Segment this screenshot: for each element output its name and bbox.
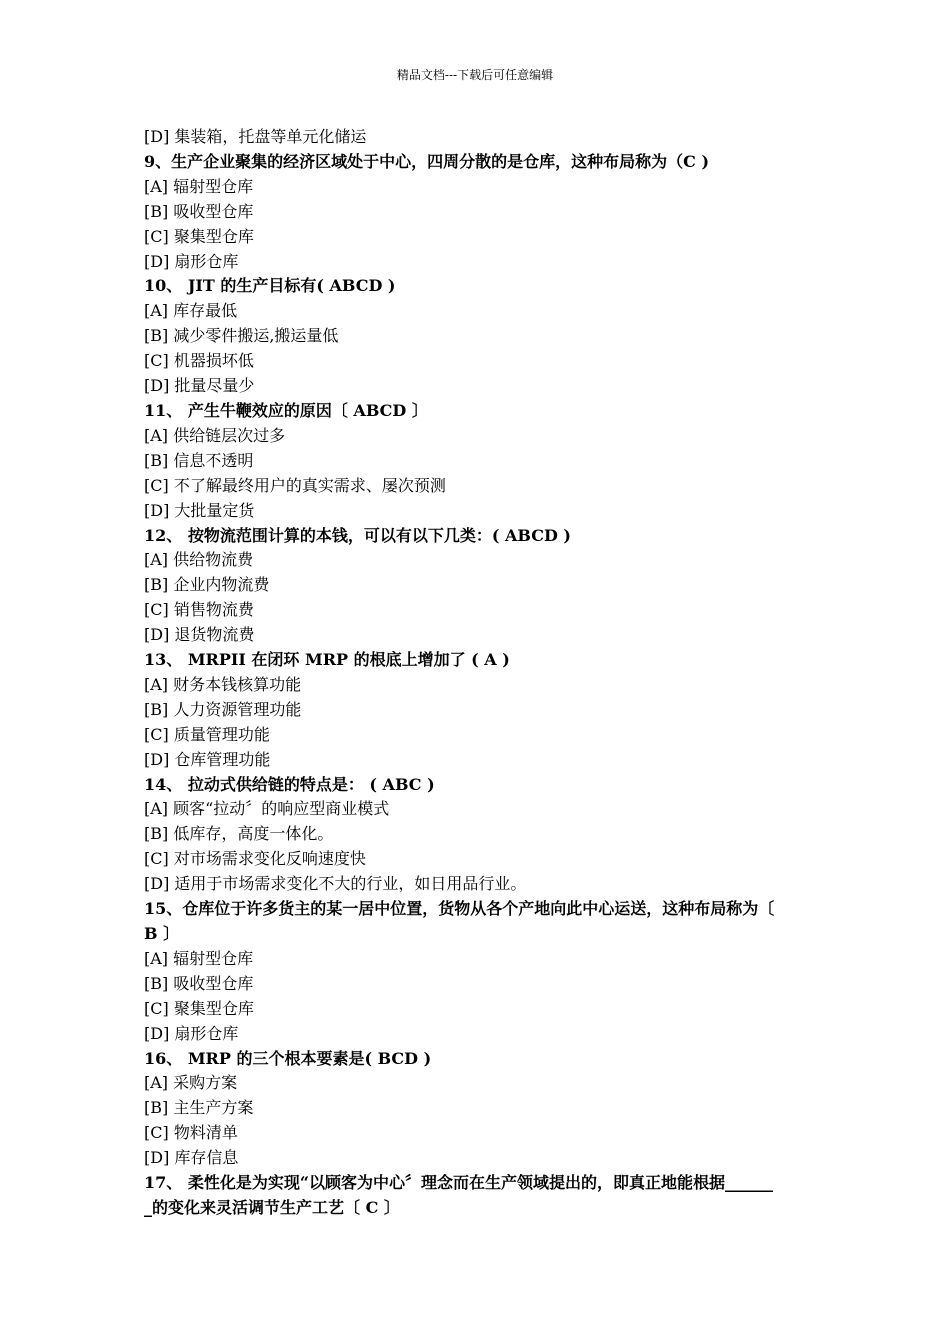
- option-line: [A] 供给物流费: [144, 550, 254, 570]
- option-line: [D] 退货物流费: [144, 625, 255, 645]
- option-line: [D] 库存信息: [144, 1148, 239, 1168]
- option-line: [D] 集装箱，托盘等单元化储运: [144, 127, 367, 146]
- option-line: [D] 批量尽量少: [144, 376, 255, 396]
- option-line: [A] 供给链层次过多: [144, 425, 286, 445]
- question-line: _的变化来灵活调节生产工艺〔 C 〕: [144, 1197, 400, 1217]
- option-line: [D] 仓库管理功能: [144, 749, 271, 769]
- page-header: 精品文档---下载后可任意编辑: [396, 68, 554, 82]
- option-line: [D] 扇形仓库: [144, 251, 239, 271]
- question-line: 17、 柔性化是为实现“以顾客为中心〞理念而在生产领域提出的，即真正地能根据______: [144, 1173, 774, 1193]
- option-line: [A] 采购方案: [144, 1073, 238, 1093]
- option-line: [C] 物料清单: [144, 1123, 238, 1143]
- question-line: 11、 产生牛鞭效应的原因〔 ABCD 〕: [144, 400, 428, 420]
- option-line: [D] 大批量定货: [144, 500, 255, 520]
- question-line: 12、 按物流范围计算的本钱，可以有以下几类：( ABCD ): [144, 525, 571, 545]
- option-line: [C] 不了解最终用户的真实需求、屡次预测: [144, 475, 446, 495]
- question-line: 13、 MRPII 在闭环 MRP 的根底上增加了 ( A ): [144, 650, 510, 670]
- question-line: 14、 拉动式供给链的特点是： ( ABC ): [144, 774, 435, 794]
- option-line: [D] 适用于市场需求变化不大的行业，如日用品行业。: [144, 874, 527, 894]
- option-line: [C] 聚集型仓库: [144, 226, 254, 246]
- option-line: [B] 低库存，高度一体化。: [144, 824, 334, 844]
- question-line: 15、仓库位于许多货主的某一居中位置，货物从各个产地向此中心运送，这种布局称为〔: [144, 899, 775, 919]
- option-line: [C] 销售物流费: [144, 600, 254, 620]
- option-line: [B] 减少零件搬运,搬运量低: [144, 326, 339, 346]
- option-line: [A] 库存最低: [144, 301, 238, 321]
- option-line: [B] 吸收型仓库: [144, 201, 254, 221]
- option-line: [C] 机器损坏低: [144, 351, 254, 371]
- question-line: 9、生产企业聚集的经济区域处于中心，四周分散的是仓库，这种布局称为（C ): [144, 151, 710, 171]
- option-line: [B] 主生产方案: [144, 1098, 254, 1118]
- option-line: [A] 辐射型仓库: [144, 176, 254, 196]
- option-line: [B] 信息不透明: [144, 450, 254, 470]
- question-line: 10、 JIT 的生产目标有( ABCD ): [144, 276, 396, 296]
- document-body: [144, 125, 814, 1221]
- option-line: [B] 吸收型仓库: [144, 973, 254, 993]
- option-line: [B] 人力资源管理功能: [144, 699, 302, 719]
- option-line: [A] 辐射型仓库: [144, 948, 254, 968]
- option-line: [A] 财务本钱核算功能: [144, 674, 302, 694]
- option-line: [B] 企业内物流费: [144, 575, 270, 595]
- option-line: [C] 质量管理功能: [144, 724, 270, 744]
- question-line: 16、 MRP 的三个根本要素是( BCD ): [144, 1048, 432, 1068]
- question-line: B 〕: [144, 924, 180, 943]
- option-line: [C] 对市场需求变化反响速度快: [144, 849, 366, 869]
- option-line: [C] 聚集型仓库: [144, 998, 254, 1018]
- option-line: [D] 扇形仓库: [144, 1023, 239, 1043]
- option-line: [A] 顾客“拉动〞的响应型商业模式: [144, 799, 390, 819]
